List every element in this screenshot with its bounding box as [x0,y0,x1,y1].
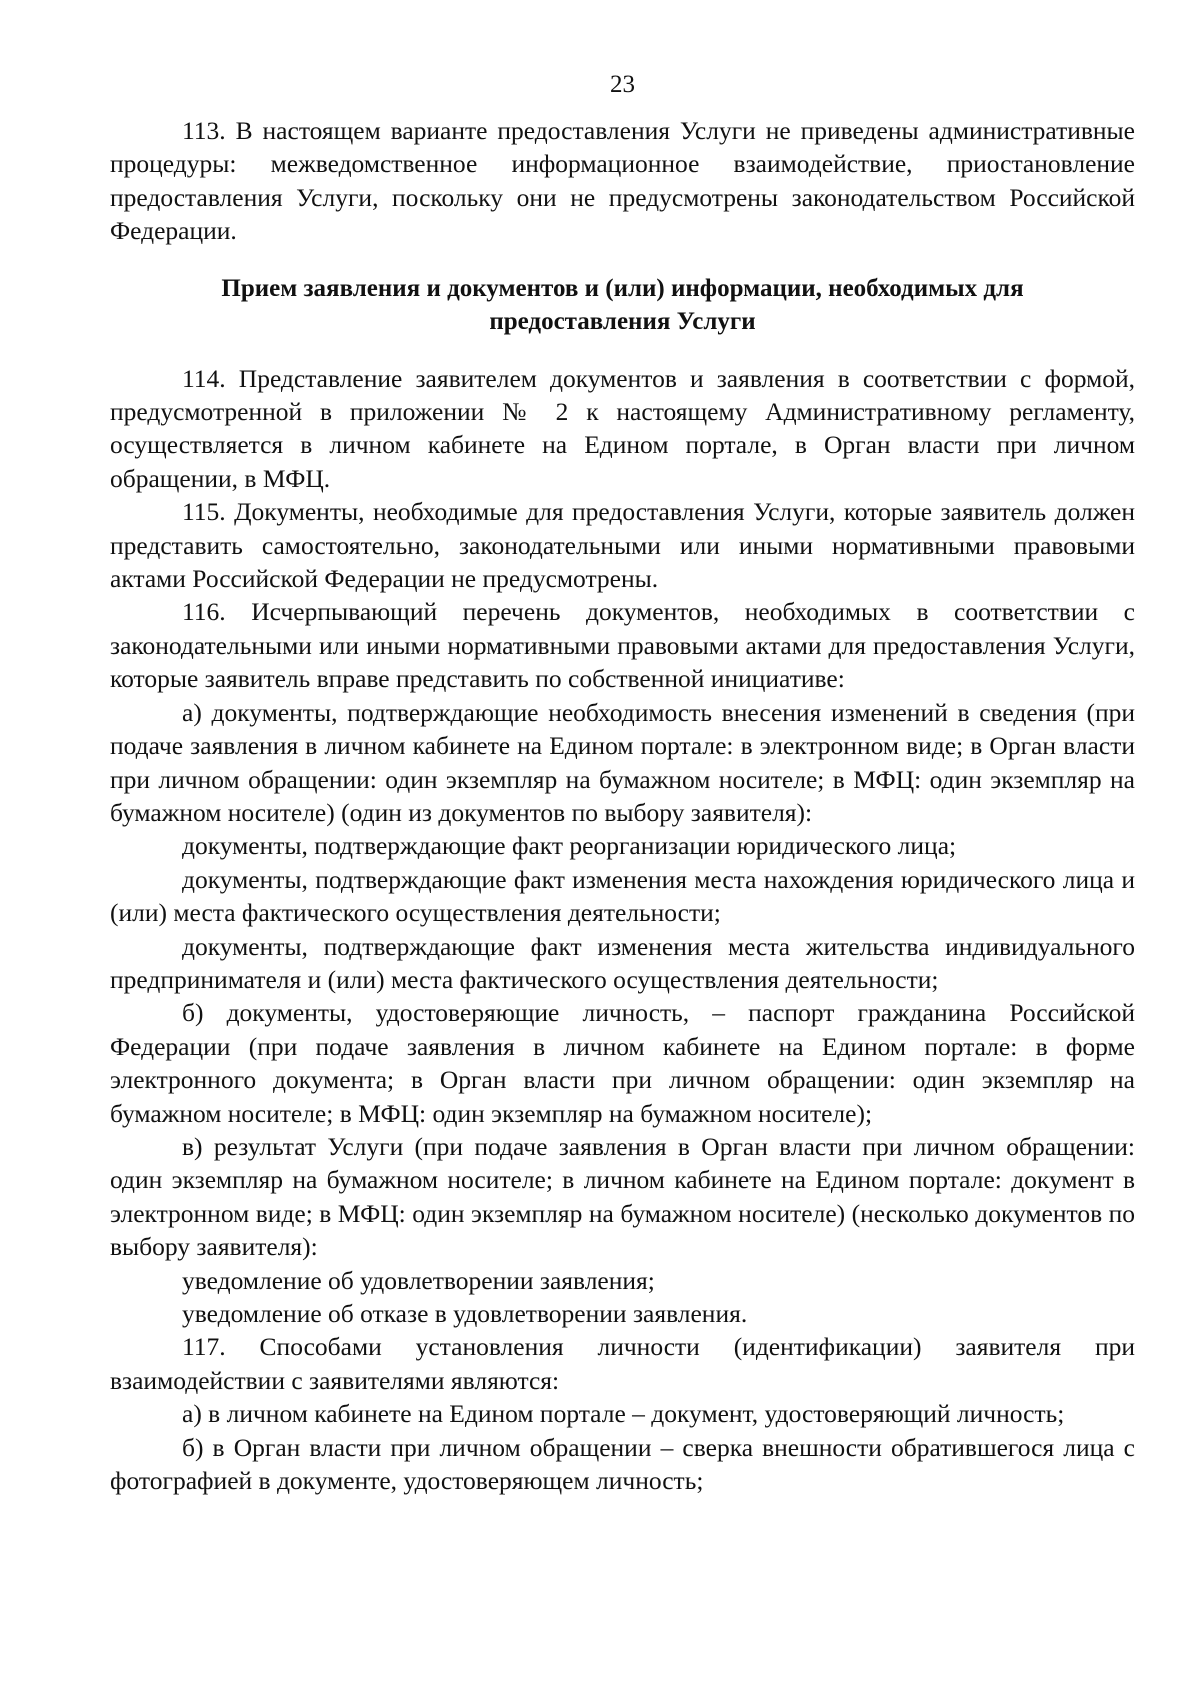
page-number: 23 [610,71,635,98]
paragraph-116-b: б) документы, удостоверяющие личность, – паспорт гражданина Российской Федерации (при подаче заявления в личном кабинете на Едином портале: в форме электронного документа; в Орган власти при личном обращении: один экземпляр на бумажном носителе; в МФЦ: один экземпляр на бумажном носителе); [110,998,1135,1128]
list-item: документы, подтверждающие факт изменения места жительства индивидуального предпринимателя и (или) места фактического осуществления деятельности; [110,931,1135,994]
section-heading-line-2: предоставления Услуги [489,307,756,335]
paragraph-116-a: а) документы, подтверждающие необходимость внесения изменений в сведения (при подаче заявления в личном кабинете на Едином портале: в электронном виде; в Орган власти при личном обращении: один экземпляр на бумажном носителе; в МФЦ: один экземпляр на бумажном носителе) (один из документов по выбору заявителя): [110,697,1135,827]
list-item: документы, подтверждающие факт реорганизации юридического лица; [182,831,957,861]
list-item: документы, подтверждающие факт изменения места нахождения юридического лица и (или) места фактического осуществления деятельности; [110,864,1135,928]
section-heading-line-1: Прием заявления и документов и (или) информации, необходимых для [221,274,1024,302]
paragraph-117: 117. Способами установления личности (идентификации) заявителя при взаимодействии с заявителями являются: [110,1332,1135,1395]
document-page [110,70,1135,1497]
paragraph-117-a: а) в личном кабинете на Едином портале – документ, удостоверяющий личность; [182,1399,1065,1429]
list-item: уведомление об удовлетворении заявления; [182,1265,655,1295]
paragraph-114: 114. Представление заявителем документов и заявления в соответствии с формой, предусмотренной в приложении № 2 к настоящему Административному регламенту, осуществляется в личном кабинете на Едином портале, в Орган власти при личном обращении, в МФЦ. [110,363,1135,493]
paragraph-117-b: б) в Орган власти при личном обращении – сверка внешности обратившегося лица с фотографией в документе, удостоверяющем личность; [110,1432,1135,1496]
section-heading [110,272,1135,338]
paragraph-116-v: в) результат Услуги (при подаче заявления в Орган власти при личном обращении: один экземпляр на бумажном носителе; в личном кабинете на Едином портале: документ в электронном виде; в МФЦ: один экземпляр на бумажном носителе) (несколько документов по выбору заявителя): [110,1131,1135,1262]
list-item: уведомление об отказе в удовлетворении заявления. [182,1299,748,1328]
paragraph-116: 116. Исчерпывающий перечень документов, необходимых в соответствии с законодательными или иными нормативными правовыми актами для предоставления Услуги, которые заявитель вправе представить по собственной инициативе: [110,597,1135,694]
paragraph-115: 115. Документы, необходимые для предоставления Услуги, которые заявитель должен представить самостоятельно, законодательными или иными нормативными правовыми актами Российской Федерации не предусмотрены. [110,497,1135,594]
paragraph-113: 113. В настоящем варианте предоставления Услуги не приведены административные процедуры: межведомственное информационное взаимодействие, приостановление предоставления Услуги, поскольку они не предусмотрены законодательством Российской Федерации. [110,116,1135,246]
